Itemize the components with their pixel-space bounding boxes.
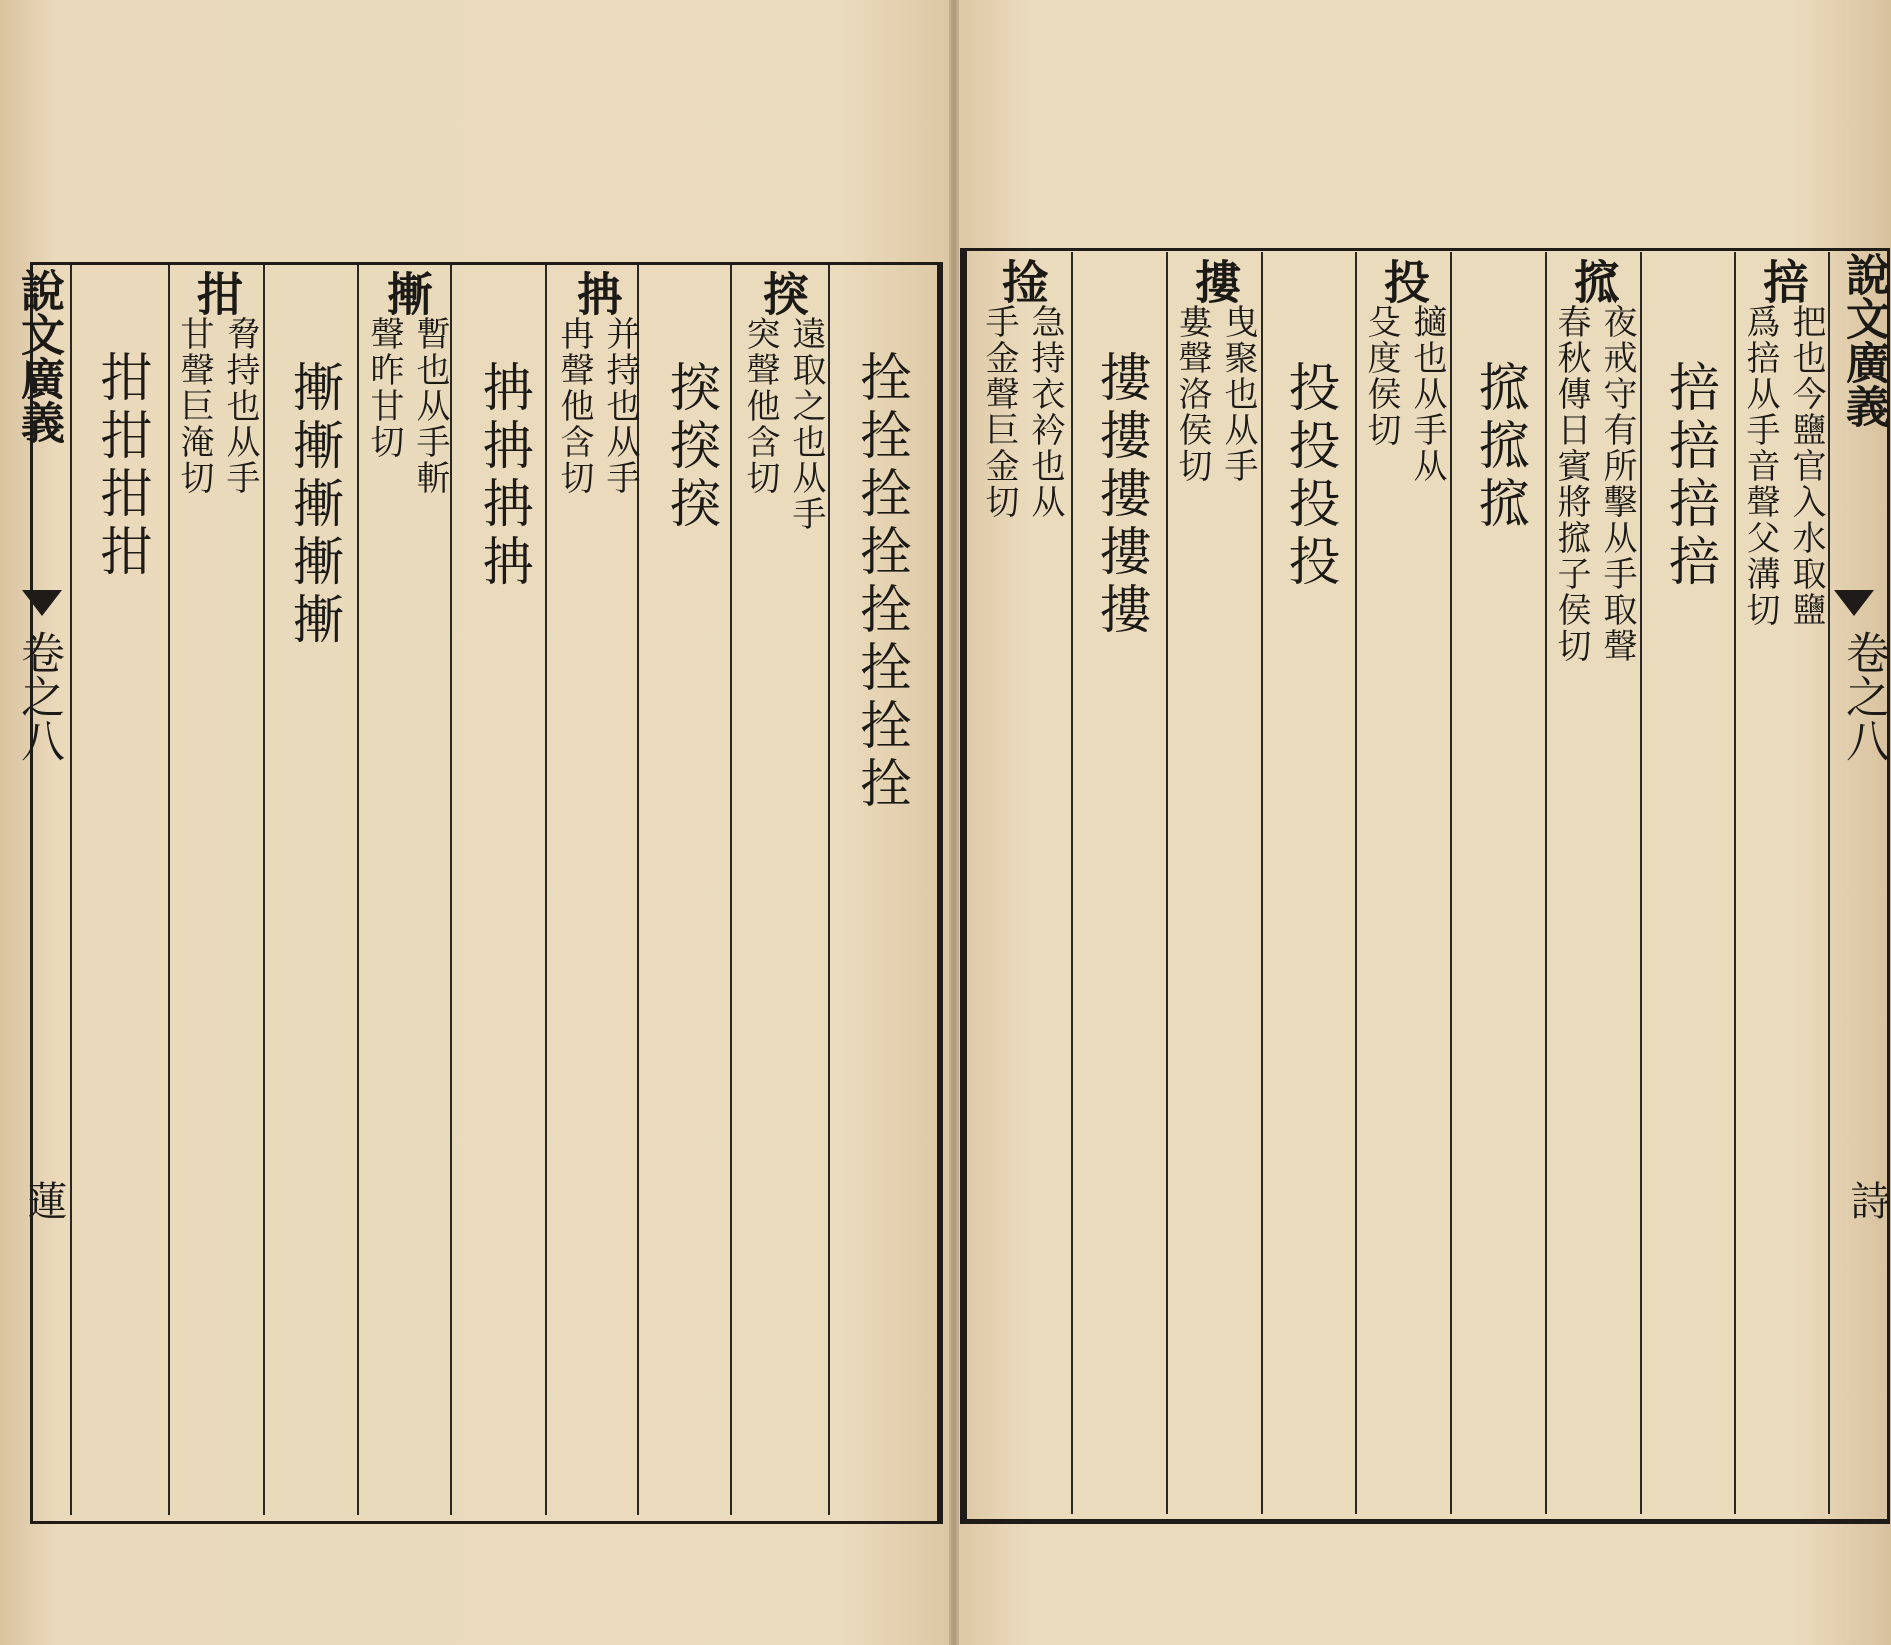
- right-margin-title: 說文廣義: [1838, 252, 1889, 428]
- right-col-1: [1738, 258, 1828, 628]
- left-margin-bottom: 蓮: [21, 1180, 67, 1220]
- gloss-line-2: 聲昨甘切: [364, 316, 404, 460]
- left-col-4: [552, 270, 642, 496]
- seal-glyph-variants: 拴拴拴拴拴拴拴拴: [851, 350, 911, 814]
- entry-head-char: 投: [1377, 258, 1431, 304]
- right-col-4: [1454, 360, 1544, 534]
- seal-glyph-variants: 掊掊掊掊: [1659, 360, 1719, 592]
- entry-gloss: [1172, 304, 1258, 484]
- entry-gloss: [1740, 304, 1826, 628]
- left-col-7: [268, 360, 358, 650]
- gloss-line-2: 殳度侯切: [1361, 304, 1401, 448]
- left-col-8: [172, 270, 262, 496]
- right-col-6: [1264, 360, 1354, 592]
- gloss-line-1: 遠取之也从手: [786, 316, 826, 532]
- gloss-line-1: 脅持也从手: [220, 316, 260, 496]
- left-fish-tail-mark: [22, 590, 62, 616]
- entry-head-char: 摟: [1188, 258, 1242, 304]
- gloss-line-1: 曳聚也从手: [1218, 304, 1258, 484]
- right-col-9: [976, 258, 1068, 520]
- entry-gloss: [174, 316, 260, 496]
- left-col-5: [458, 360, 548, 592]
- seal-glyph-variants: 抩抩抩抩: [473, 360, 533, 592]
- seal-glyph-variants: 摟摟摟摟摟: [1090, 350, 1150, 640]
- seal-glyph-variants: 投投投投: [1279, 360, 1339, 592]
- right-margin-bottom: 詩: [1844, 1180, 1890, 1220]
- left-col-1: [836, 350, 926, 814]
- gloss-line-1: 暫也从手斬: [410, 316, 450, 496]
- entry-head-char: 抩: [570, 270, 624, 316]
- seal-glyph-variants: 摲摲摲摲摲: [283, 360, 343, 650]
- gloss-line-2: 爲掊从手音聲父溝切: [1740, 304, 1780, 628]
- entry-head-char: 捦: [995, 258, 1049, 304]
- book-gutter: [949, 0, 959, 1645]
- entry-head-char: 拑: [190, 270, 244, 316]
- gloss-line-2: 突聲他含切: [740, 316, 780, 496]
- seal-glyph-variants: 揬揬揬: [660, 360, 720, 534]
- gloss-line-2: 春秋傳日賓將搲子侯切: [1551, 304, 1591, 664]
- entry-gloss: [364, 316, 450, 496]
- entry-gloss: [979, 304, 1065, 520]
- entry-gloss: [1551, 304, 1637, 664]
- gloss-line-2: 冉聲他含切: [554, 316, 594, 496]
- gloss-line-2: 手金聲巨金切: [979, 304, 1019, 520]
- entry-head-char: 摲: [380, 270, 434, 316]
- left-col-2: [738, 270, 828, 532]
- right-page: [954, 0, 1891, 1645]
- right-col-7: [1170, 258, 1260, 484]
- gloss-line-1: 并持也从手: [600, 316, 640, 496]
- left-margin-volume: 卷之八: [13, 630, 64, 762]
- right-margin-volume: 卷之八: [1838, 630, 1889, 762]
- left-margin-title: 說文廣義: [13, 268, 64, 444]
- entry-gloss: [1361, 304, 1447, 484]
- right-fish-tail-mark: [1834, 590, 1874, 616]
- entry-gloss: [554, 316, 640, 496]
- right-col-2: [1644, 360, 1734, 592]
- gloss-line-1: 夜戒守有所擊从手取聲: [1597, 304, 1637, 664]
- right-col-8: [1075, 350, 1165, 640]
- gloss-line-1: 急持衣衿也从: [1025, 304, 1065, 520]
- seal-glyph-variants: 拑拑拑拑: [91, 350, 151, 582]
- entry-head-char: 掊: [1756, 258, 1810, 304]
- gloss-line-1: 把也今鹽官入水取鹽: [1786, 304, 1826, 628]
- entry-gloss: [740, 316, 826, 532]
- right-col-3: [1549, 258, 1639, 664]
- right-col-5: [1359, 258, 1449, 484]
- gloss-line-1: 擿也从手从: [1407, 304, 1447, 484]
- gloss-line-2: 甘聲巨淹切: [174, 316, 214, 496]
- left-col-3: [645, 360, 735, 534]
- gloss-line-2: 婁聲洛侯切: [1172, 304, 1212, 484]
- left-col-9: [76, 350, 166, 582]
- entry-head-char: 揬: [756, 270, 810, 316]
- entry-head-char: 搲: [1567, 258, 1621, 304]
- seal-glyph-variants: 搲搲搲: [1469, 360, 1529, 534]
- left-col-6: [362, 270, 452, 496]
